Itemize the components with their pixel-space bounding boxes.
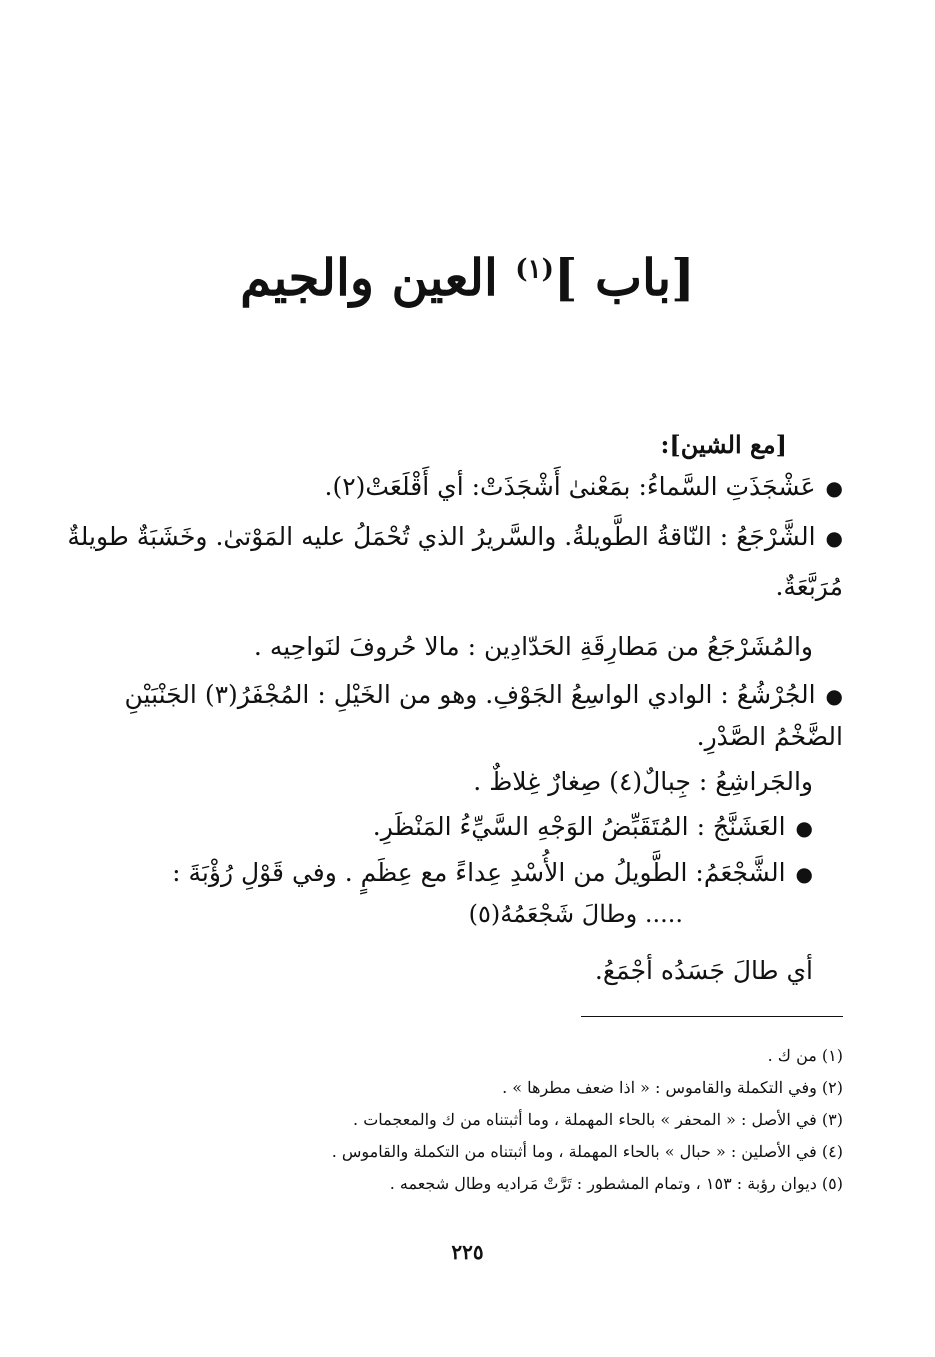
entry-text: الجُرْشُعُ : الوادي الواسِعُ الجَوْفِ. وهو من الخَيْلِ : المُجْفَرُ(٣) الجَنْبَيْنِ xyxy=(124,680,816,709)
footnote: (٤) في الأصلين : « حبال » بالحاء المهملة ، وما أثبتناه من التكملة والقاموس . xyxy=(331,1142,843,1161)
chapter-title xyxy=(0,248,935,308)
bullet-icon: ● xyxy=(825,476,843,500)
entry-line xyxy=(473,763,813,802)
entry-line xyxy=(67,518,843,557)
entry-line xyxy=(373,808,813,847)
entry-line xyxy=(125,676,843,715)
entry-text: مُرَبَّعَةٌ. xyxy=(775,572,843,601)
footnotes xyxy=(92,1040,843,1200)
entry-text: عَشْجَذَتِ السَّماءُ: بمَعْنىٰ أَشْجَذَتْ: أي أَقْلَعَتْ(٢). xyxy=(324,472,816,501)
section-heading: [مع الشين]: xyxy=(660,430,787,459)
entry-line xyxy=(595,952,813,991)
entry-text: والمُشَرْجَعُ من مَطارِقَةِ الحَدّادِين : مالا حُروفَ لنَواحِيه . xyxy=(253,632,813,661)
entry-text: الشَّرْجَعُ : النّاقةُ الطَّويلةُ. والسَّريرُ الذي تُحْمَلُ عليه المَوْتىٰ. وخَشَبَةٌ طويلةٌ xyxy=(67,522,816,551)
bullet-icon: ● xyxy=(825,526,843,550)
entry-text: الضَّخْمُ الصَّدْرِ. xyxy=(696,722,843,751)
chapter-title-footnote-ref: (١) xyxy=(515,254,554,285)
footnote: (٥) ديوان رؤبة : ١٥٣ ، وتمام المشطور : تَرَّتْ مَراديه وطال شجعمه . xyxy=(389,1174,843,1193)
entry-text: العَشَنَّجُ : المُتَقَبِّضُ الوَجْهِ السَّيِّءُ المَنْظَرِ. xyxy=(372,812,786,841)
entry-text: الشَّجْعَمُ: الطَّويلُ من الأُسْدِ عِداءً مع عِظَمٍ . وفي قَوْلِ رُؤْبَةَ : xyxy=(172,858,786,887)
entry-line xyxy=(325,468,843,507)
footnote: (٢) وفي التكملة والقاموس : « اذا ضعف مطرها » . xyxy=(502,1078,843,1097)
bullet-icon: ● xyxy=(795,816,813,840)
entry-text: أي طالَ جَسَدُه أجْمَعُ. xyxy=(594,956,813,985)
chapter-title-main: [باب ] xyxy=(553,248,695,307)
footnote: (١) من ك . xyxy=(767,1046,843,1065)
verse-text: ..... وطالَ شَجْعَمُهُ(٥) xyxy=(468,900,683,928)
bullet-icon: ● xyxy=(825,684,843,708)
footnote-separator xyxy=(581,1016,843,1017)
entry-text: والجَراشِعُ : جِبالٌ(٤) صِغارٌ غِلاظٌ . xyxy=(473,767,813,796)
entry-line xyxy=(172,854,813,893)
bullet-icon: ● xyxy=(795,862,813,886)
entry-line xyxy=(775,568,843,607)
entry-line xyxy=(697,718,843,757)
verse-line xyxy=(469,896,683,933)
page-number: ٢٢٥ xyxy=(451,1240,484,1264)
footnote: (٣) في الأصل : « المحفر » بالحاء المهملة ، وما أثبتناه من ك والمعجمات . xyxy=(353,1110,843,1129)
chapter-title-rest: العين والجيم xyxy=(240,248,516,307)
entry-line xyxy=(254,628,813,667)
